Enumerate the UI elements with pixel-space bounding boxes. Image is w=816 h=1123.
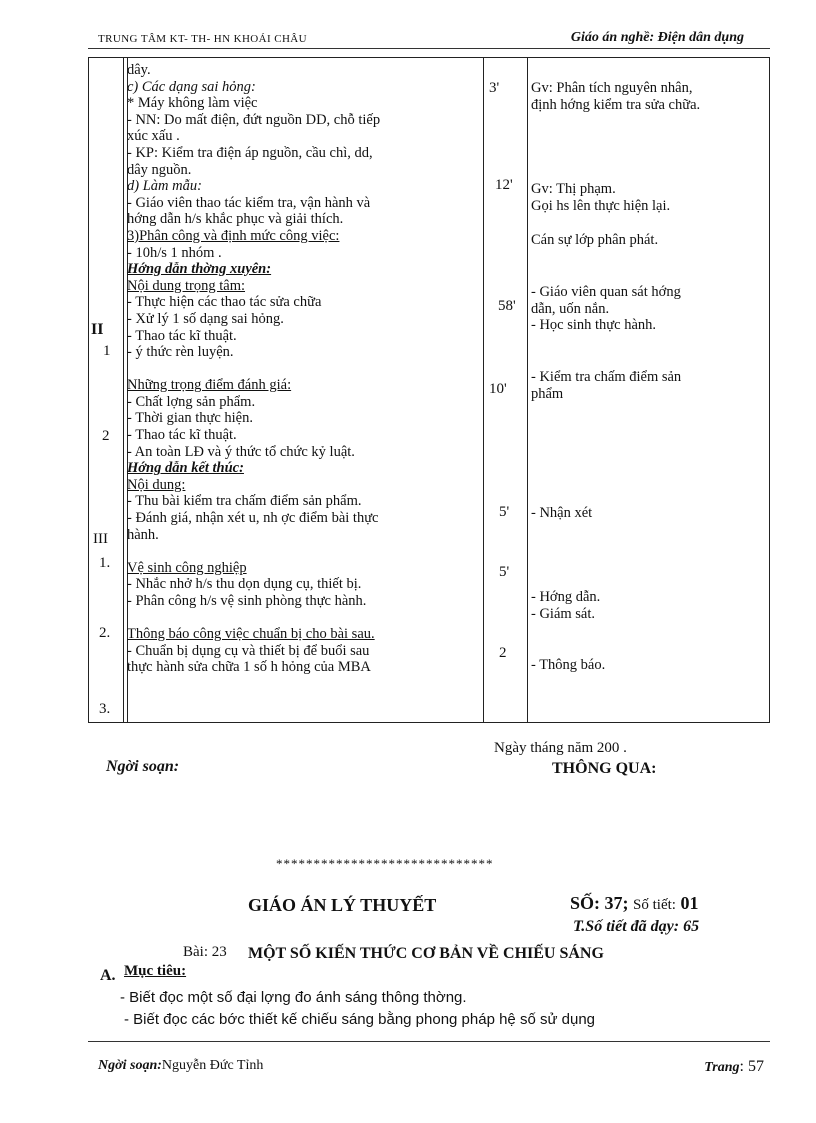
time-value: 12' (495, 177, 513, 193)
activity-line: - Hớng dẫn. (531, 589, 601, 605)
content-heading: Hớng dẫn thờng xuyên: (127, 261, 272, 278)
activity (531, 284, 681, 334)
activity (531, 369, 681, 402)
activity-line: Gv: Thị phạm. (531, 181, 616, 197)
activity-line: - Thông báo. (531, 657, 606, 673)
activity-line: định hớng kiểm tra sửa chữa. (531, 96, 701, 113)
taught-count: T.Số tiết đã dạy: 65 (573, 918, 700, 935)
section-label-iii-3: 3. (99, 701, 111, 717)
activity-line: - Giáo viên quan sát hớng (531, 284, 681, 300)
page-number: 57 (748, 1058, 764, 1075)
activity-line: Gọi hs lên thực hiện lại. (531, 197, 671, 214)
lesson-number-value: 37; (604, 893, 629, 913)
lesson-number (570, 893, 698, 914)
activity-line: dẫn, uốn nắn. (531, 300, 610, 317)
content-heading: 3)Phân công và định mức công việc: (127, 227, 340, 244)
time-value: 2 (499, 645, 507, 661)
section-label-iii: III (93, 531, 108, 547)
objective-item: - Biết đọc các bớc thiết kế chiếu sáng bằng phong pháp hệ số sử dụng (124, 1011, 596, 1028)
content-line: * Máy không làm việc (127, 95, 258, 112)
col-divider-2 (483, 58, 484, 722)
objective-item: - Biết đọc một số đại lợng đo ánh sáng thông thờng. (120, 989, 467, 1006)
content-line: - Xử lý 1 số dạng sai hỏng. (127, 310, 284, 327)
section-label-ii-2: 2 (102, 428, 110, 444)
content-heading: Thông báo công việc chuẩn bị cho bài sau. (127, 626, 375, 643)
content-line: - Thực hiện các thao tác sửa chữa (127, 294, 322, 311)
time-value: 3' (489, 80, 500, 96)
col-divider-3 (527, 58, 528, 722)
page-label: Trang (704, 1060, 740, 1075)
content-line: - Nhắc nhở h/s thu dọn dụng cụ, thiết bị. (127, 576, 362, 593)
header-rule (88, 48, 770, 49)
header-subject: Giáo án nghề: Điện dân dụng (570, 30, 744, 45)
activity (531, 505, 592, 522)
lesson-table (88, 57, 770, 723)
blank-line (127, 543, 380, 560)
content-heading: c) Các dạng sai hỏng: (127, 78, 256, 95)
footer-page: Trang: 57 (704, 1058, 764, 1075)
blank-line (127, 361, 380, 378)
activity (531, 232, 658, 249)
content-line: - Giáo viên thao tác kiểm tra, vận hành và (127, 194, 371, 211)
activity-line: Cán sự lớp phân phát. (531, 232, 659, 248)
section-label-iii-1: 1. (99, 555, 111, 571)
activity (531, 80, 700, 113)
footer-rule (88, 1041, 770, 1042)
time-value: 10' (489, 381, 507, 397)
section-label-ii: II (91, 321, 104, 338)
content-column (127, 62, 380, 676)
time-value: 5' (499, 504, 510, 520)
content-line: - Chuẩn bị dụng cụ và thiết bị để buổi sau (127, 642, 370, 659)
content-heading: Hớng dẫn kết thúc: (127, 460, 244, 477)
content-line: - Phân công h/s vệ sinh phòng thực hành. (127, 593, 367, 609)
periods-label: Số tiết: (633, 897, 676, 913)
approval-label: THÔNG QUA: (552, 760, 657, 777)
footer-author-label: Ngời soạn: (98, 1058, 162, 1073)
activity-line: - Giám sát. (531, 605, 596, 622)
content-line: hành. (127, 526, 159, 543)
content-heading: Nội dung: (127, 476, 186, 493)
lesson-unit-title: MỘT SỐ KIẾN THỨC CƠ BẢN VỀ CHIẾU SÁNG (248, 945, 604, 962)
lesson-title: GIÁO ÁN LÝ THUYẾT (248, 895, 437, 915)
content-heading: Những trọng điểm đánh giá: (127, 377, 292, 394)
lesson-number-label: SỐ: (570, 893, 601, 913)
activity-line: - Nhận xét (531, 505, 593, 521)
content-line: - Thao tác kĩ thuật. (127, 327, 237, 344)
footer-author-name: Nguyễn Đức Tỉnh (161, 1058, 264, 1073)
content-heading: d) Làm mẫu: (127, 178, 202, 195)
section-a-title: Mục tiêu: (124, 963, 187, 979)
periods-value: 01 (680, 893, 699, 913)
time-value: 58' (498, 298, 516, 314)
separator: ***************************** (276, 856, 494, 871)
footer-author (98, 1058, 263, 1074)
content-line: xúc xấu . (127, 128, 180, 145)
activity-line: - Học sinh thực hành. (531, 317, 657, 334)
blank-line (127, 610, 380, 627)
content-line: - NN: Do mất điện, đứt nguồn DD, chỗ tiếp (127, 111, 381, 128)
content-heading: Nội dung trọng tâm: (127, 277, 246, 294)
content-line: - Chất lợng sản phẩm. (127, 393, 256, 410)
content-line: - 10h/s 1 nhóm . (127, 244, 222, 261)
activity (531, 589, 600, 622)
content-heading: Vệ sinh công nghiệp (127, 559, 247, 576)
content-line: - Thời gian thực hiện. (127, 410, 253, 427)
section-label-ii-1: 1 (103, 343, 111, 359)
activity-line: - Kiểm tra chấm điểm sản (531, 369, 682, 385)
content-line: dây nguồn. (127, 161, 192, 178)
activity (531, 181, 670, 214)
content-line: thực hành sửa chữa 1 số h hỏng của MBA (127, 659, 371, 676)
content-line: - Thu bài kiểm tra chấm điểm sản phẩm. (127, 493, 362, 510)
content-line: dây. (127, 62, 151, 78)
section-label-iii-2: 2. (99, 625, 111, 641)
content-line: - ý thức rèn luyện. (127, 344, 234, 361)
date-line: Ngày tháng năm 200 . (494, 740, 627, 756)
content-line: - Đánh giá, nhận xét u, nh ợc điểm bài thực (127, 510, 379, 527)
section-a-letter: A. (100, 967, 116, 984)
content-line: - KP: Kiểm tra điện áp nguồn, cầu chì, dd, (127, 144, 373, 161)
content-line: - Thao tác kĩ thuật. (127, 427, 237, 444)
activity-line: Gv: Phân tích nguyên nhân, (531, 80, 693, 96)
content-line: hớng dẫn h/s khắc phục và giải thích. (127, 211, 344, 228)
content-line: - An toàn LĐ và ý thức tổ chức kỷ luật. (127, 443, 355, 460)
author-label: Ngời soạn: (106, 758, 180, 775)
lesson-unit: Bài: 23 (183, 944, 227, 960)
activity (531, 657, 605, 674)
header-school: TRUNG TÂM KT- TH- HN KHOÁI CHÂU (98, 33, 307, 45)
activity-line: phẩm (531, 385, 564, 402)
time-value: 5' (499, 564, 510, 580)
